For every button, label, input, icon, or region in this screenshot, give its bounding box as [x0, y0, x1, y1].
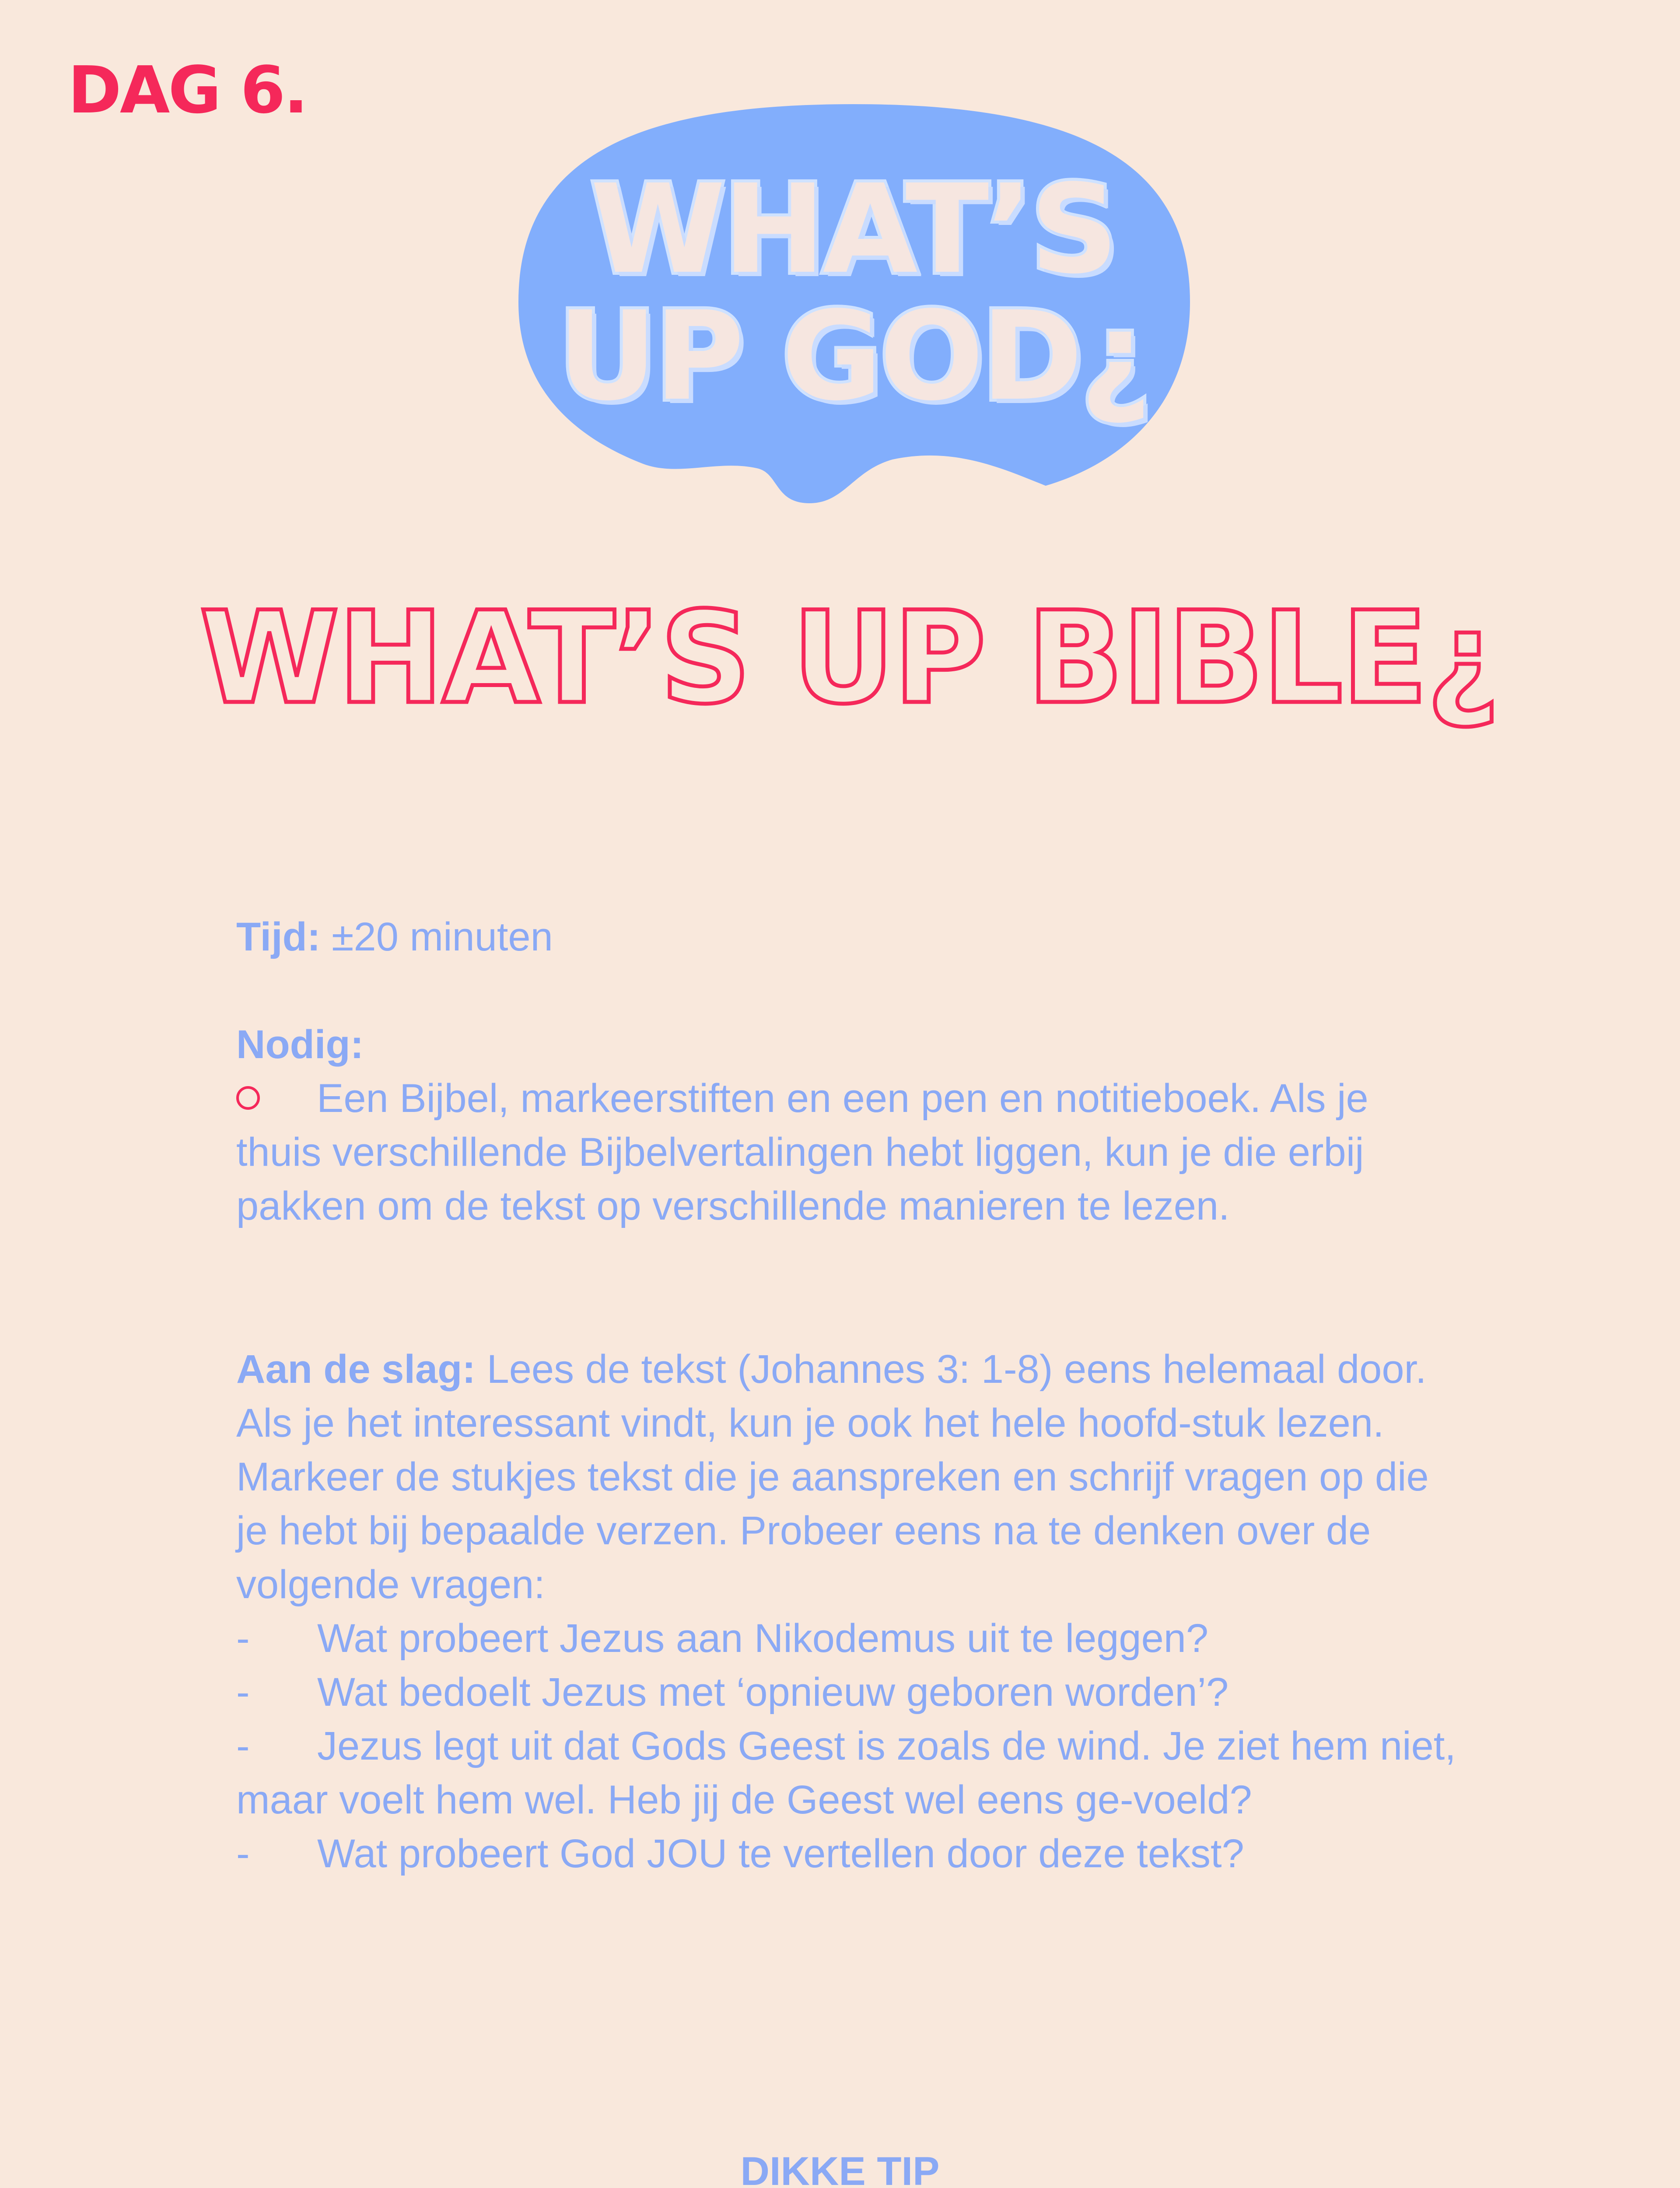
logo-line-1: WHAT’S — [590, 158, 1116, 301]
dash-bullet: - — [236, 1670, 250, 1715]
instructions — [236, 910, 1461, 1881]
dash-bullet: - — [236, 1831, 250, 1876]
work-label: Aan de slag: — [236, 1347, 476, 1392]
tip-title: DIKKE TIP — [740, 2149, 940, 2188]
time-value: ±20 minuten — [320, 915, 553, 959]
work-paragraph — [236, 1343, 1461, 1612]
dash-bullet: - — [236, 1724, 250, 1768]
logo-line-2: UP GOD¿ — [557, 285, 1149, 428]
page-title: WHAT’S UP BIBLE¿ — [199, 585, 1498, 732]
logo-speech-bubble — [512, 101, 1194, 508]
dash-bullet: - — [236, 1616, 250, 1661]
needs-label: Nodig: — [236, 1022, 364, 1067]
circle-bullet-icon — [236, 1086, 260, 1110]
day-label: DAG 6. — [68, 53, 307, 128]
question-item — [236, 1666, 1461, 1719]
needs-item-text: Een Bijbel, markeerstiften en een pen en notitieboek. Als je thuis verschillende Bijbelvertalingen hebt liggen, kun je die erbij pakken om de tekst op verschillende manieren te lezen. — [236, 1076, 1368, 1228]
work-text: Lees de tekst (Johannes 3: 1-8) eens helemaal door. Als je het interessant vindt, kun je ook het hele hoofd-stuk lezen. Markeer de stukjes tekst die je aanspreken en schrijf vragen op die je hebt bij bepaalde verzen. Probeer eens na te denken over de volgende vragen: — [236, 1347, 1429, 1607]
time-line — [236, 910, 1461, 964]
question-text: Wat bedoelt Jezus met ‘opnieuw geboren worden’? — [317, 1670, 1229, 1715]
logo-text — [512, 158, 1194, 428]
question-item — [236, 1827, 1461, 1881]
needs-item — [236, 1072, 1461, 1233]
question-text: Wat probeert Jezus aan Nikodemus uit te leggen? — [317, 1616, 1209, 1661]
question-text: Jezus legt uit dat Gods Geest is zoals de wind. Je ziet hem niet, maar voelt hem wel. Heb jij de Geest wel eens ge-voeld? — [236, 1724, 1456, 1822]
question-item — [236, 1612, 1461, 1666]
question-text: Wat probeert God JOU te vertellen door deze tekst? — [317, 1831, 1244, 1876]
question-item — [236, 1719, 1461, 1827]
time-label: Tijd: — [236, 915, 321, 959]
